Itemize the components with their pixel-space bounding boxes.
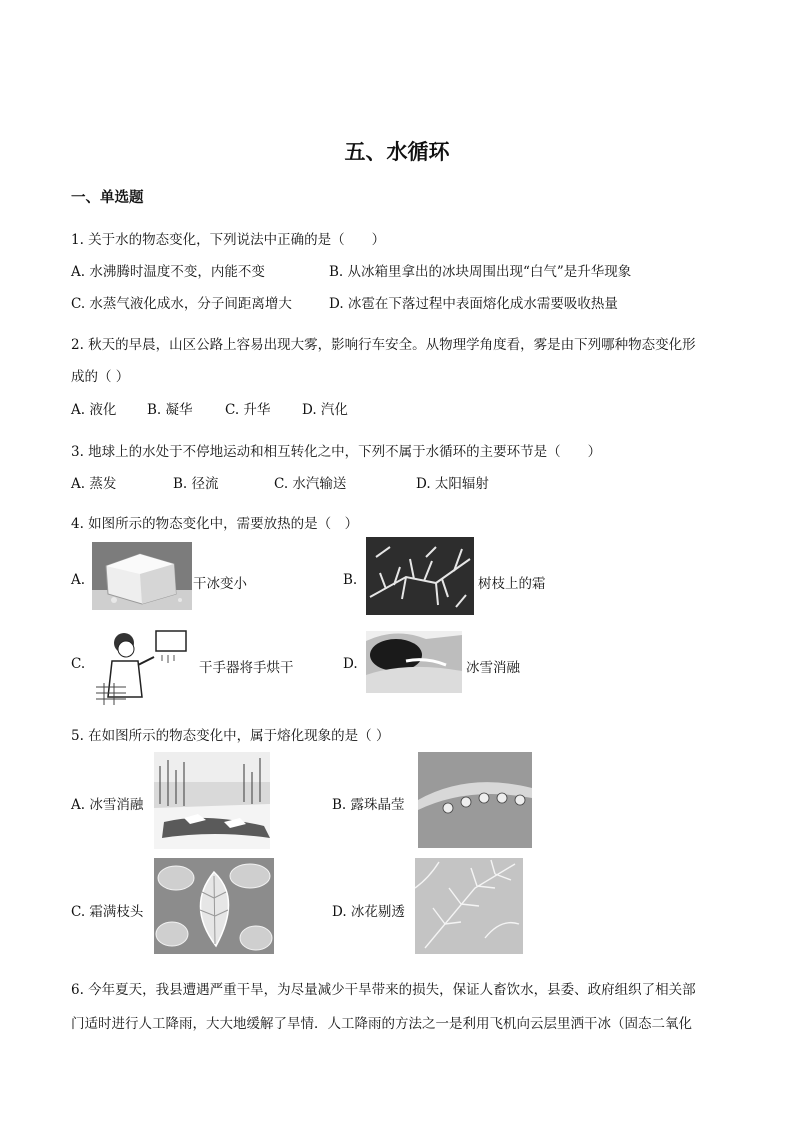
question-4-option-a-letter: A. <box>71 572 86 588</box>
question-2-option-b: B. 凝华 <box>147 402 193 418</box>
question-3-option-c: C. 水汽输送 <box>274 476 347 492</box>
question-1-option-a: A. 水沸腾时温度不变，内能不变 <box>71 264 265 280</box>
question-5-option-d: D. 冰花剔透 <box>332 904 405 920</box>
question-3-option-b: B. 径流 <box>173 476 219 492</box>
question-5-stem: 5. 在如图所示的物态变化中，属于熔化现象的是（ ） <box>71 728 390 744</box>
question-3-option-d: D. 太阳辐射 <box>416 476 489 492</box>
question-6-stem-line2: 门适时进行人工降雨，大大地缓解了旱情．人工降雨的方法之一是利用飞机向云层里洒干冰（固态二氧化 <box>71 1016 692 1032</box>
question-4-option-b-letter: B. <box>343 572 358 588</box>
question-1-option-c: C. 水蒸气液化成水，分子间距离增大 <box>71 296 292 312</box>
dew-drops-image <box>418 752 532 848</box>
question-1-option-d: D. 冰雹在下落过程中表面熔化成水需要吸收热量 <box>329 296 618 312</box>
frost-branch-image <box>366 537 474 615</box>
page-title: 五、水循环 <box>344 139 450 164</box>
question-5-option-a: A. 冰雪消融 <box>71 797 144 813</box>
snow-melting-river-image <box>154 752 270 849</box>
question-3-stem: 3. 地球上的水处于不停地运动和相互转化之中，下列不属于水循环的主要环节是（ ） <box>71 444 602 460</box>
question-4-stem: 4. 如图所示的物态变化中，需要放热的是（ ） <box>71 516 359 532</box>
question-1-stem: 1. 关于水的物态变化，下列说法中正确的是（ ） <box>71 232 386 248</box>
frost-leaves-image <box>154 858 274 954</box>
hand-dryer-image <box>96 627 196 705</box>
dry-ice-image <box>92 542 192 610</box>
question-5-option-c: C. 霜满枝头 <box>71 904 144 920</box>
melting-snow-image <box>366 631 462 693</box>
section-heading: 一、单选题 <box>71 189 144 206</box>
question-4-option-d-text: 冰雪消融 <box>466 660 520 676</box>
question-4-option-a-text: 干冰变小 <box>193 576 247 592</box>
question-2-option-a: A. 液化 <box>71 402 117 418</box>
question-4-option-b-text: 树枝上的霜 <box>478 576 546 592</box>
question-4-option-c-text: 干手器将手烘干 <box>199 660 294 676</box>
question-4-option-d-letter: D. <box>343 656 358 672</box>
question-2-option-c: C. 升华 <box>225 402 271 418</box>
question-2-stem-line1: 2. 秋天的早晨，山区公路上容易出现大雾，影响行车安全。从物理学角度看，雾是由下列哪种物态变化形 <box>71 337 696 353</box>
question-3-option-a: A. 蒸发 <box>71 476 117 492</box>
ice-flower-image <box>415 858 523 954</box>
question-4-option-c-letter: C. <box>71 656 86 672</box>
question-2-stem-line2: 成的（ ） <box>71 369 130 385</box>
question-5-option-b: B. 露珠晶莹 <box>332 797 405 813</box>
question-2-option-d: D. 汽化 <box>302 402 348 418</box>
question-1-option-b: B. 从冰箱里拿出的冰块周围出现“白气”是升华现象 <box>329 264 632 280</box>
question-6-stem-line1: 6. 今年夏天，我县遭遇严重干旱，为尽量减少干旱带来的损失，保证人畜饮水，县委、政府组织了相关部 <box>71 982 696 998</box>
